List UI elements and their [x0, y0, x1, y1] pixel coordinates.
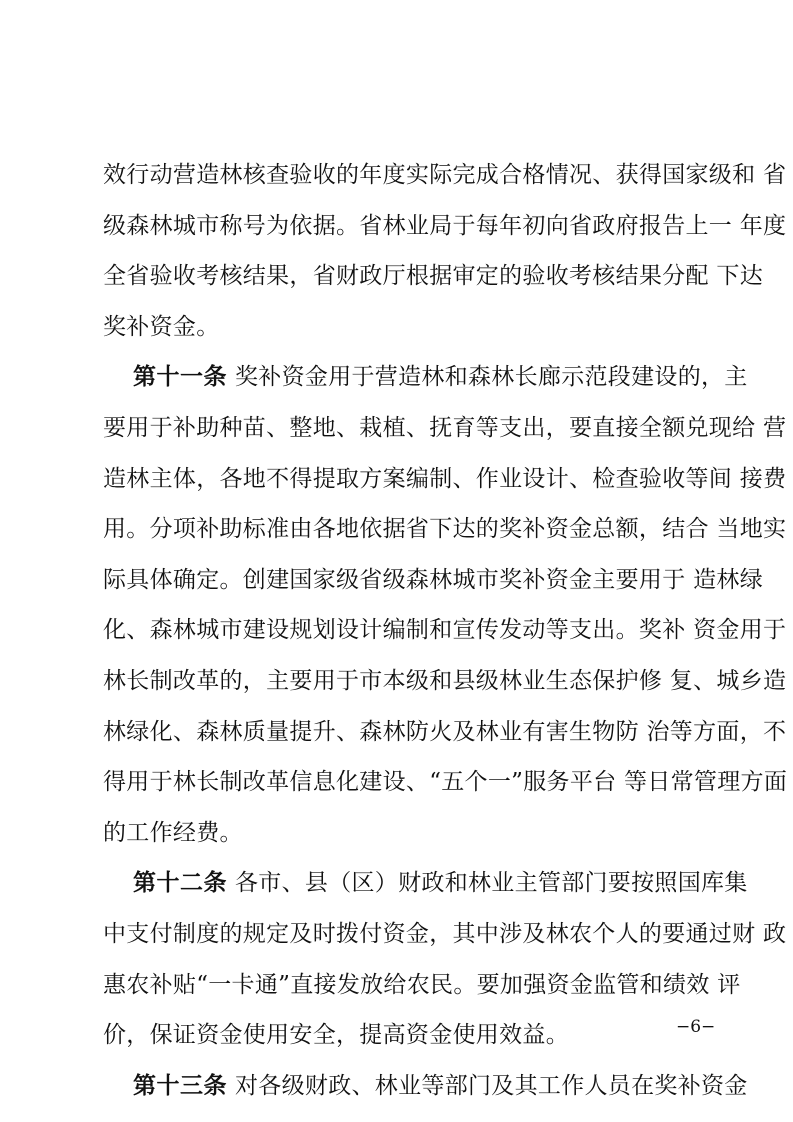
paragraph-line: 际具体确定。创建国家级省级森林城市奖补资金主要用于 造林绿: [103, 567, 764, 593]
article-heading: 第十一条: [133, 363, 227, 390]
article-heading: 第十三条: [133, 1072, 227, 1099]
article-first-line: [133, 1066, 748, 1106]
page-number: −6−: [676, 1017, 716, 1037]
paragraph-line: 造林主体，各地不得提取方案编制、作业设计、检查验收等间 接费: [103, 466, 787, 492]
paragraph-line: 价，保证资金使用安全，提高资金使用效益。: [103, 1022, 569, 1048]
paragraph-line: 化、森林城市建设规划设计编制和宣传发动等支出。奖补 资金用于: [103, 617, 787, 643]
article-text: 奖补资金用于营造林和森林长廊示范段建设的，主: [235, 364, 748, 390]
paragraph-line: 奖补资金。: [103, 314, 220, 340]
paragraph-line: 要用于补助种苗、整地、栽植、抚育等支出，要直接全额兑现给 营: [103, 415, 787, 441]
article-first-line: [133, 357, 748, 397]
paragraph-line: 效行动营造林核查验收的年度实际完成合格情况、获得国家级和 省: [103, 162, 787, 188]
paragraph-line: 用。分项补助标准由各地依据省下达的奖补资金总额，结合 当地实: [103, 516, 787, 542]
paragraph-line: 全省验收考核结果，省财政厅根据审定的验收考核结果分配 下达: [103, 263, 764, 289]
article-heading: 第十二条: [133, 869, 227, 896]
paragraph-line: 惠农补贴“一卡通”直接发放给农民。要加强资金监管和绩效 评: [103, 972, 741, 998]
paragraph-line: 中支付制度的规定及时拨付资金，其中涉及林农个人的要通过财 政: [103, 921, 787, 947]
article-first-line: [133, 863, 748, 903]
paragraph-line: 级森林城市称号为依据。省林业局于每年初向省政府报告上一 年度: [103, 213, 787, 239]
paragraph-line: 得用于林长制改革信息化建设、“五个一”服务平台 等日常管理方面: [103, 769, 788, 795]
paragraph-line: 的工作经费。: [103, 820, 243, 846]
paragraph-line: 林绿化、森林质量提升、森林防火及林业有害生物防 治等方面，不: [103, 719, 787, 745]
article-text: 对各级财政、林业等部门及其工作人员在奖补资金: [235, 1073, 748, 1099]
article-text: 各市、县（区）财政和林业主管部门要按照国库集: [235, 870, 748, 896]
paragraph-line: 林长制改革的，主要用于市本级和县级林业生态保护修 复、城乡造: [103, 668, 787, 694]
